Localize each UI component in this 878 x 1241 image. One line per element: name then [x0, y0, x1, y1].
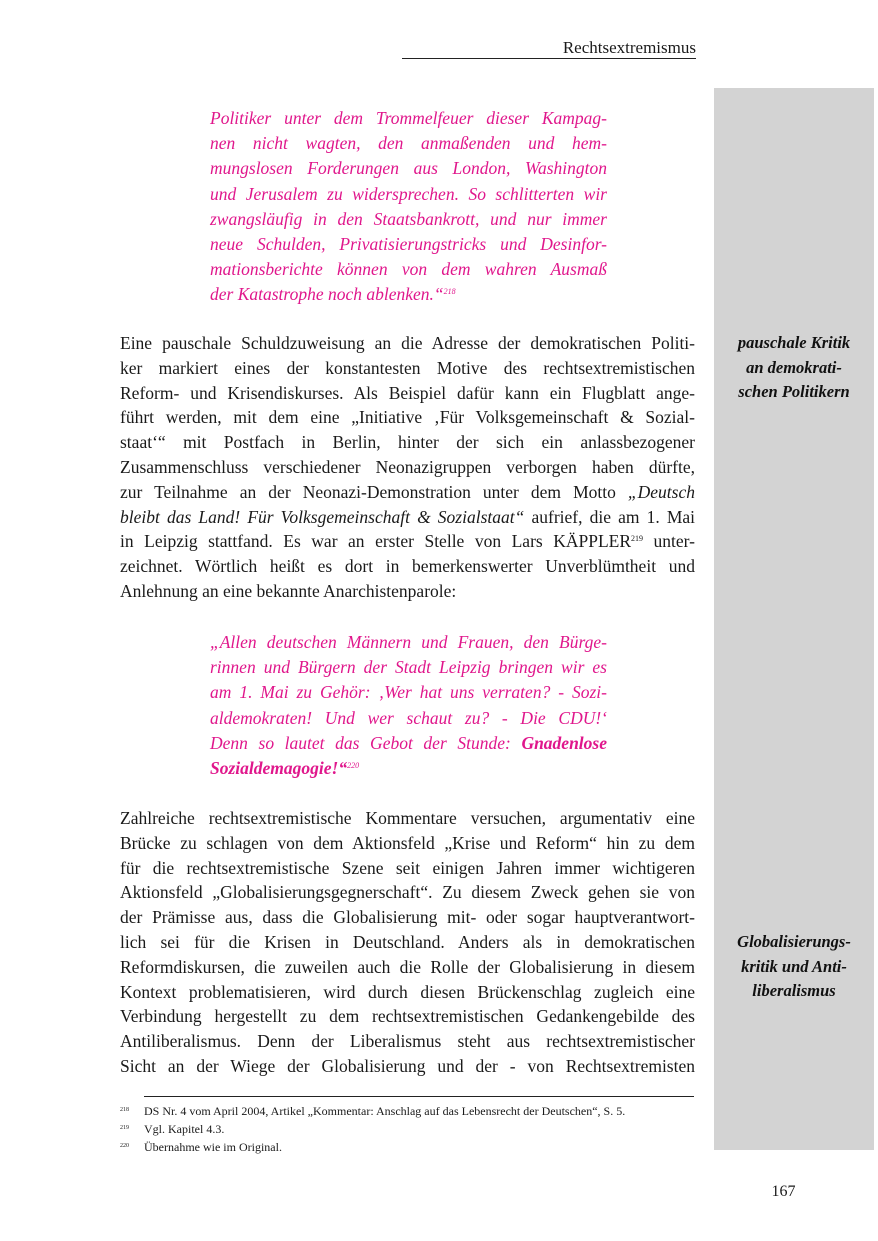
paragraph-line: Reformdiskursen, die zuweilen auch die Rolle der Globalisierung in diesem [120, 956, 695, 977]
paragraph-line [120, 480, 695, 505]
quote-line [210, 756, 607, 781]
paragraph-line [120, 505, 695, 530]
paragraph-line: der Prämisse aus, dass die Globalisierung mit- oder sogar hauptverantwort- [120, 907, 695, 928]
paragraph-line: Antiliberalismus. Denn der Liberalismus steht aus rechtsextremistischer [120, 1031, 695, 1052]
block-quote-1 [210, 106, 607, 308]
paragraph-text: unter- [643, 531, 695, 552]
paragraph-text: aufrief, die am 1. Mai [524, 506, 696, 527]
paragraph-line: Brücke zu schlagen von dem Aktionsfeld „Krise und Reform“ hin zu dem [120, 832, 695, 853]
quote-emphasis: Gnadenlose [521, 732, 607, 753]
quote-line: zwangsläufig in den Staatsbankrott, und nur immer [210, 208, 607, 229]
footnote-218 [120, 1102, 695, 1120]
footnote-220 [120, 1138, 695, 1156]
paragraph-line [120, 529, 695, 554]
side-note-globalisierung [714, 930, 874, 1004]
block-quote-2 [210, 630, 607, 781]
footnote-rule [144, 1096, 694, 1097]
quote-line: „Allen deutschen Männern und Frauen, den Bürge- [210, 632, 607, 652]
paragraph-2 [120, 806, 695, 1079]
quote-line: neue Schulden, Privatisierungstricks und Desinfor- [210, 234, 607, 255]
paragraph-line: lich sei für die Krisen in Deutschland. Anders als in demokratischen [120, 931, 695, 952]
footnote-ref: 220 [347, 761, 360, 771]
paragraph-1 [120, 331, 695, 604]
paragraph-line: ker markiert eines der konstantesten Motive des rechtsextremistischen [120, 357, 695, 378]
side-note-line: liberalismus [752, 981, 836, 1000]
paragraph-line: Reform- und Krisendiskurses. Als Beispiel dafür kann ein Flugblatt ange- [120, 382, 695, 403]
footnote-text: Vgl. Kapitel 4.3. [144, 1122, 225, 1136]
paragraph-line: Aktionsfeld „Globalisierungsgegnerschaft“. Zu diesem Zweck gehen sie von [120, 882, 695, 903]
footnote-text: DS Nr. 4 vom April 2004, Artikel „Kommentar: Anschlag auf das Lebensrecht der Deutschen“, S. 5. [144, 1104, 626, 1118]
footnote-number: 219 [120, 1125, 129, 1131]
paragraph-line: Kontext problematisieren, wird durch diesen Brückenschlag zugleich eine [120, 981, 695, 1002]
side-note-line: an demokrati- [746, 357, 842, 377]
quote-line: mungslosen Forderungen aus London, Washington [210, 158, 607, 179]
quote-line: nen nicht wagten, den anmaßenden und hem- [210, 133, 607, 154]
header-rule [402, 58, 696, 59]
paragraph-line: führt werden, mit dem eine „Initiative ‚Für Volksgemeinschaft & Sozial- [120, 407, 695, 428]
paragraph-line: Verbindung hergestellt zu dem rechtsextremistischen Gedankengebilde des [120, 1006, 695, 1027]
paragraph-text: zur Teilnahme an der Neonazi-Demonstration unter dem Motto [120, 481, 628, 502]
side-note-politiker-kritik [714, 331, 874, 405]
footnotes [120, 1102, 695, 1156]
quote-line: am 1. Mai zu Gehör: ‚Wer hat uns verraten? - Sozi- [210, 682, 607, 703]
side-note-line: schen Politikern [738, 382, 850, 401]
running-head-title: Rechtsextremismus [562, 38, 696, 57]
quote-line: Politiker unter dem Trommelfeuer dieser Kampag- [210, 108, 607, 128]
motto-text: „Deutsch [627, 481, 695, 502]
quote-line: und Jerusalem zu widersprechen. So schlitterten wir [210, 183, 607, 204]
side-note-line: kritik und Anti- [741, 956, 847, 976]
quote-emphasis: Sozialdemagogie!“ [210, 758, 348, 779]
paragraph-line: Zahlreiche rechtsextremistische Kommentare versuchen, argumentativ eine [120, 808, 695, 828]
footnote-number: 218 [120, 1107, 129, 1113]
motto-text: bleibt das Land! Für Volksgemeinschaft & Sozialstaat“ [120, 506, 525, 527]
page-number: 167 [771, 1183, 796, 1200]
paragraph-line: Anlehnung an eine bekannte Anarchistenparole: [120, 580, 457, 601]
side-note-line: pauschale Kritik [737, 333, 851, 352]
quote-line: rinnen und Bürgern der Stadt Leipzig bringen wir es [210, 657, 607, 678]
paragraph-line: Zusammenschluss verschiedener Neonazigruppen verborgen haben dürfte, [120, 456, 695, 477]
side-note-line: Globalisierungs- [737, 932, 851, 951]
paragraph-line: staat‘“ mit Postfach in Berlin, hinter der sich ein anlassbezogener [120, 432, 695, 453]
paragraph-line: Sicht an der Wiege der Globalisierung und der - von Rechtsextremisten [120, 1055, 695, 1076]
footnote-text: Übernahme wie im Original. [144, 1140, 282, 1154]
paragraph-text: in Leipzig stattfand. Es war an erster Stelle von Lars KÄPPLER [120, 531, 632, 552]
footnote-ref: 219 [631, 534, 644, 544]
quote-line [210, 282, 607, 307]
quote-line [210, 731, 607, 756]
paragraph-line: für die rechtsextremistische Szene seit einigen Jahren immer wichtigeren [120, 857, 695, 878]
quote-text: der Katastrophe noch ablenken.“ [210, 284, 444, 305]
footnote-219 [120, 1120, 695, 1138]
quote-text: Denn so lautet das Gebot der Stunde: [210, 732, 522, 753]
quote-line: aldemokraten! Und wer schaut zu? - Die CDU!‘ [210, 707, 607, 728]
paragraph-line: Eine pauschale Schuldzuweisung an die Adresse der demokratischen Politi- [120, 333, 695, 353]
paragraph-line: zeichnet. Wörtlich heißt es dort in bemerkenswerter Unverblümtheit und [120, 556, 695, 577]
quote-line: mationsberichte können von dem wahren Ausmaß [210, 259, 607, 280]
footnote-ref: 218 [443, 287, 456, 297]
footnote-number: 220 [120, 1143, 129, 1149]
